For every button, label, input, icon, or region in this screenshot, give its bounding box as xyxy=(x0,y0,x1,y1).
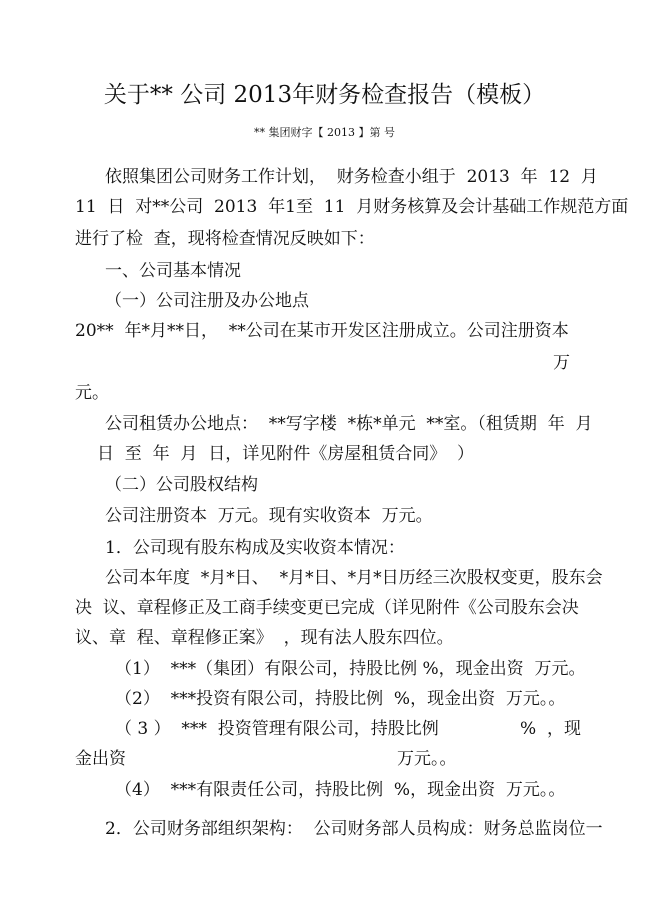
shareholder-item: （1） ***（集团）有限公司，持股比例 %，现金出资 万元。 xyxy=(115,659,586,679)
paragraph-line: 金出资 xyxy=(75,749,126,769)
document-title: 关于** 公司 2013年财务检查报告（模板） xyxy=(103,82,546,108)
paragraph-line: 公司注册资本 万元。现有实收资本 万元。 xyxy=(105,506,433,526)
subsection-heading: （二）公司股权结构 xyxy=(105,475,258,495)
paragraph-line: 决 议、章程修正及工商手续变更已完成（详见附件《公司股东会决 xyxy=(75,598,579,618)
shareholder-item: （ 3 ） *** 投资管理有限公司，持股比例 xyxy=(115,719,439,739)
paragraph-line: 1．公司现有股东构成及实收资本情况： xyxy=(105,538,405,558)
section-heading: 一、公司基本情况 xyxy=(105,261,241,281)
paragraph-line: 11 日 对**公司 2013 年1至 11 月财务核算及会计基础工作规范方面 xyxy=(75,197,629,217)
paragraph-line: 20** 年*月**日， **公司在某市开发区注册成立。公司注册资本 xyxy=(75,321,569,341)
paragraph-line: 万 xyxy=(553,353,570,373)
paragraph-line: 元。 xyxy=(75,383,109,403)
paragraph-line: 议、章 程、章程修正案》 ，现有法人股东四位。 xyxy=(75,628,454,648)
paragraph-line: 公司本年度 *月*日、 *月*日、*月*日历经三次股权变更，股东会 xyxy=(105,568,603,588)
paragraph-line: 万元。。 xyxy=(397,749,457,769)
paragraph-line: 公司租赁办公地点： **写字楼 *栋*单元 **室。（租赁期 年 月 xyxy=(105,414,593,434)
paragraph-line: 依照集团公司财务工作计划， 财务检查小组于 2013 年 12 月 xyxy=(105,167,598,187)
paragraph-line: % ，现 xyxy=(520,719,581,739)
paragraph-line: 进行了检 查，现将检查情况反映如下： xyxy=(75,229,375,249)
shareholder-item: （4） ***有限责任公司，持股比例 %，现金出资 万元。。 xyxy=(115,780,566,800)
document-number: ** 集团财字【 2013 】第 号 xyxy=(254,126,395,139)
shareholder-item: （2） ***投资有限公司，持股比例 %，现金出资 万元。。 xyxy=(115,689,566,709)
paragraph-line: 日 至 年 月 日，详见附件《房屋租赁合同》 ） xyxy=(97,444,475,464)
subsection-heading: （一）公司注册及办公地点 xyxy=(105,291,309,311)
paragraph-line: 2．公司财务部组织架构： 公司财务部人员构成：财务总监岗位一 xyxy=(105,819,603,839)
